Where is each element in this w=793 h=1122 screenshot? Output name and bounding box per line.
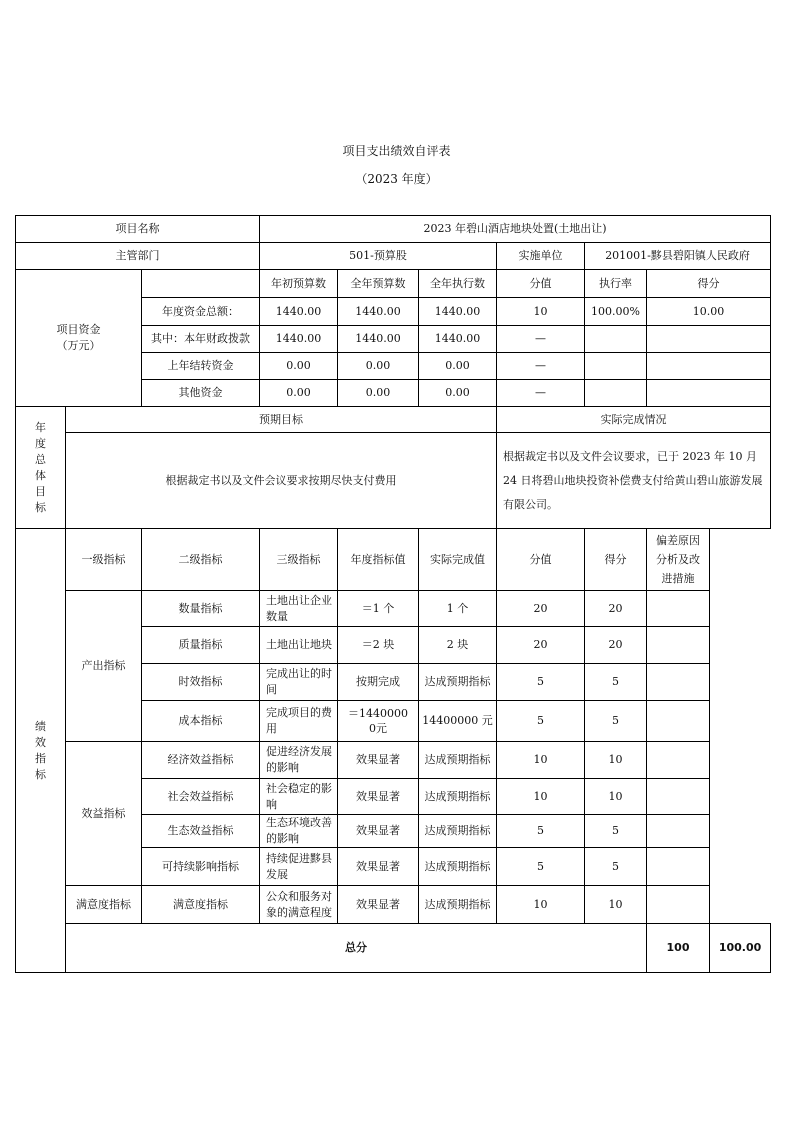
ind-target: 效果显著 [338,848,419,886]
ind-target: 效果显著 [338,779,419,815]
funds-score [647,326,771,353]
ind-score-value: 5 [497,848,585,886]
ind-score-value: 10 [497,886,585,924]
ind-actual: 2 块 [419,627,497,664]
funds-score [647,380,771,407]
ind-level2: 数量指标 [142,591,260,627]
ind-target: ＝14400000元 [338,701,419,742]
ind-level2: 可持续影响指标 [142,848,260,886]
funds-row-name: 其他资金 [142,380,260,407]
ind-score-value: 20 [497,591,585,627]
funds-header-blank [142,270,260,298]
ind-score-value: 10 [497,779,585,815]
total-label: 总分 [66,924,647,973]
total-score: 100.00 [710,924,771,973]
funds-initial: 0.00 [260,380,338,407]
funds-executed: 1440.00 [419,326,497,353]
funds-score-value: 10 [497,298,585,326]
ind-score: 10 [585,779,647,815]
funds-executed: 1440.00 [419,298,497,326]
funds-initial: 0.00 [260,353,338,380]
goals-actual-text: 根据裁定书以及文件会议要求，已于 2023 年 10 月 24 日将碧山地块投资补偿费支付给黄山碧山旅游发展有限公司。 [497,433,771,529]
indicators-label: 绩效指标 [16,529,66,973]
project-name: 2023 年碧山酒店地块处置(土地出让) [260,216,771,243]
ind-header-deviation: 偏差原因分析及改进措施 [647,529,710,591]
funds-score: 10.00 [647,298,771,326]
ind-actual: 1 个 [419,591,497,627]
funds-initial: 1440.00 [260,326,338,353]
ind-level1: 产出指标 [66,591,142,742]
ind-level1: 满意度指标 [66,886,142,924]
document-year: （2023 年度） [355,172,438,186]
funds-score-value: — [497,326,585,353]
ind-level2: 社会效益指标 [142,779,260,815]
ind-score: 10 [585,742,647,779]
ind-target: 效果显著 [338,886,419,924]
ind-actual: 达成预期指标 [419,815,497,848]
funds-rate [585,380,647,407]
ind-header-level3: 三级指标 [260,529,338,591]
ind-level3: 土地出让地块 [260,627,338,664]
dept-value: 501-预算股 [260,243,497,270]
ind-deviation [647,701,710,742]
ind-deviation [647,591,710,627]
ind-deviation [647,815,710,848]
ind-score: 5 [585,701,647,742]
goals-expected-text: 根据裁定书以及文件会议要求按期尽快支付费用 [66,433,497,529]
funds-score [647,353,771,380]
ind-level3: 完成项目的费用 [260,701,338,742]
funds-label [16,270,142,407]
ind-score-value: 5 [497,701,585,742]
ind-score: 20 [585,627,647,664]
ind-target: 效果显著 [338,815,419,848]
ind-header-score-value: 分值 [497,529,585,591]
funds-header: 执行率 [585,270,647,298]
total-score-value: 100 [647,924,710,973]
ind-score: 5 [585,848,647,886]
ind-actual: 达成预期指标 [419,848,497,886]
ind-actual: 14400000 元 [419,701,497,742]
ind-header-actual: 实际完成值 [419,529,497,591]
ind-deviation [647,886,710,924]
funds-header: 全年预算数 [338,270,419,298]
ind-actual: 达成预期指标 [419,664,497,701]
funds-rate [585,326,647,353]
ind-level3: 社会稳定的影响 [260,779,338,815]
ind-header-level2: 二级指标 [142,529,260,591]
ind-level3: 公众和服务对象的满意程度 [260,886,338,924]
ind-deviation [647,627,710,664]
ind-score: 5 [585,815,647,848]
funds-rate [585,353,647,380]
funds-header: 得分 [647,270,771,298]
ind-deviation [647,779,710,815]
ind-level3: 持续促进黟县发展 [260,848,338,886]
funds-executed: 0.00 [419,353,497,380]
funds-label-line2: （万元） [56,339,101,352]
goals-expected-header: 预期目标 [66,407,497,433]
dept-label: 主管部门 [16,243,260,270]
ind-target: 效果显著 [338,742,419,779]
ind-level3: 生态环境改善的影响 [260,815,338,848]
ind-target: ＝2 块 [338,627,419,664]
funds-label-line1: 项目资金 [56,323,101,336]
funds-annual: 1440.00 [338,326,419,353]
ind-score-value: 20 [497,627,585,664]
ind-score: 20 [585,591,647,627]
funds-score-value: — [497,353,585,380]
unit-label: 实施单位 [497,243,585,270]
ind-actual: 达成预期指标 [419,886,497,924]
funds-header: 年初预算数 [260,270,338,298]
ind-actual: 达成预期指标 [419,742,497,779]
ind-deviation [647,664,710,701]
funds-annual: 0.00 [338,380,419,407]
ind-level1: 效益指标 [66,742,142,886]
ind-header-level1: 一级指标 [66,529,142,591]
ind-level2: 经济效益指标 [142,742,260,779]
goals-actual-header: 实际完成情况 [497,407,771,433]
ind-level2: 成本指标 [142,701,260,742]
funds-row-name: 上年结转资金 [142,353,260,380]
funds-header: 全年执行数 [419,270,497,298]
funds-row-name: 其中：本年财政拨款 [142,326,260,353]
ind-level3: 土地出让企业数量 [260,591,338,627]
ind-score-value: 5 [497,664,585,701]
ind-target: ＝1 个 [338,591,419,627]
ind-level2: 质量指标 [142,627,260,664]
ind-score: 5 [585,664,647,701]
funds-rate: 100.00% [585,298,647,326]
ind-score: 10 [585,886,647,924]
document-title: 项目支出绩效自评表 [342,144,451,158]
ind-header-target: 年度指标值 [338,529,419,591]
ind-score-value: 5 [497,815,585,848]
funds-row-name: 年度资金总额： [142,298,260,326]
funds-annual: 0.00 [338,353,419,380]
funds-initial: 1440.00 [260,298,338,326]
ind-score-value: 10 [497,742,585,779]
funds-annual: 1440.00 [338,298,419,326]
project-name-label: 项目名称 [16,216,260,243]
ind-actual: 达成预期指标 [419,779,497,815]
ind-target: 按期完成 [338,664,419,701]
unit-value: 201001-黟县碧阳镇人民政府 [585,243,771,270]
ind-deviation [647,848,710,886]
ind-level2: 生态效益指标 [142,815,260,848]
funds-score-value: — [497,380,585,407]
ind-level3: 促进经济发展的影响 [260,742,338,779]
funds-executed: 0.00 [419,380,497,407]
ind-deviation [647,742,710,779]
goals-label: 年度总体目标 [16,407,66,529]
ind-level2: 时效指标 [142,664,260,701]
ind-level3: 完成出让的时间 [260,664,338,701]
ind-header-score: 得分 [585,529,647,591]
ind-level2: 满意度指标 [142,886,260,924]
evaluation-table [15,215,771,973]
funds-header: 分值 [497,270,585,298]
